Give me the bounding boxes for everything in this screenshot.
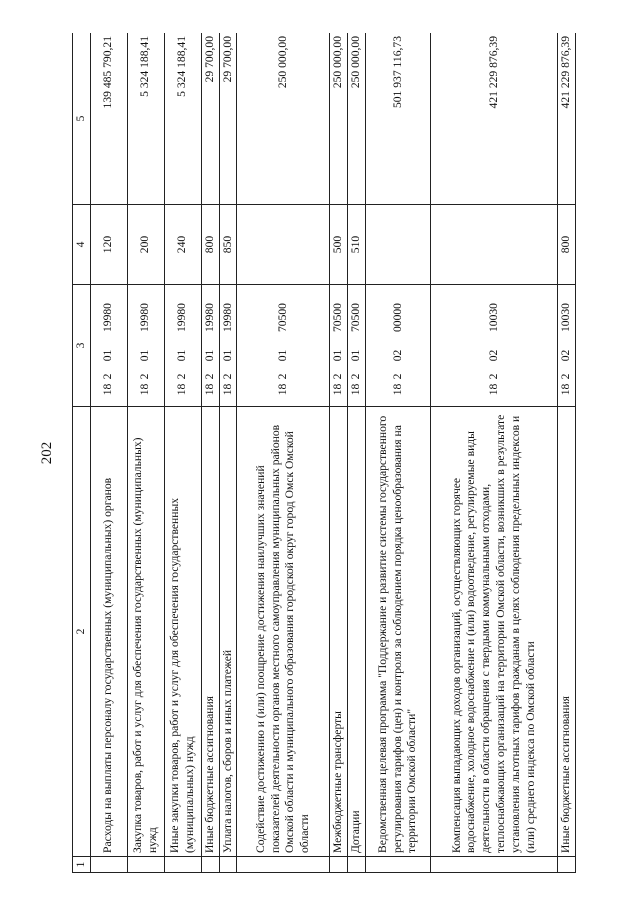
budget-code-cell <box>164 285 201 407</box>
budget-code-cell <box>431 285 558 407</box>
description-cell: Закупка товаров, работ и услуг для обеспечения государственных (муниципальных) нужд <box>127 407 164 857</box>
expense-type-cell: 240 <box>164 205 201 285</box>
row-col1-cell <box>127 857 164 873</box>
row-col1-cell <box>219 857 237 873</box>
column-header-5: 5 <box>73 33 91 205</box>
budget-code-cell <box>90 285 127 407</box>
code-part: 01 <box>101 349 115 362</box>
code-part: 18 <box>175 383 189 396</box>
table-row <box>164 33 201 873</box>
code-part: 10030 <box>486 303 500 332</box>
code-part: 19980 <box>202 303 216 332</box>
code-part: 18 <box>486 383 500 396</box>
code-part: 01 <box>220 349 234 362</box>
code-part: 01 <box>138 349 152 362</box>
code-part: 01 <box>331 349 345 362</box>
table-row <box>127 33 164 873</box>
description-cell: Межбюджетные трансферты <box>330 407 348 857</box>
code-part: 2 <box>220 373 234 380</box>
expense-type-cell: 800 <box>558 205 576 285</box>
description-cell: Содействие достижению и (или) поощрение достижения наилучших значений показателей деятельности органов местного самоуправления муниципальных районов Омской области и муниципального образования городской округ город Омск Омской области <box>237 407 330 857</box>
table-body <box>90 33 575 873</box>
amount-cell: 29 700,00 <box>219 33 237 205</box>
code-part: 18 <box>220 383 234 396</box>
amount-cell: 421 229 876,39 <box>431 33 558 205</box>
amount-cell: 421 229 876,39 <box>558 33 576 205</box>
code-part: 02 <box>486 349 500 362</box>
code-part: 18 <box>101 383 115 396</box>
column-header-4: 4 <box>73 205 91 285</box>
description-cell: Уплата налогов, сборов и иных платежей <box>219 407 237 857</box>
code-part: 70500 <box>275 303 289 332</box>
code-part: 18 <box>138 383 152 396</box>
row-col1-cell <box>164 857 201 873</box>
code-part: 01 <box>349 349 363 362</box>
code-part: 2 <box>331 373 345 380</box>
column-header-2: 2 <box>73 407 91 857</box>
table-row <box>237 33 330 873</box>
budget-code-cell <box>366 285 431 407</box>
code-part: 2 <box>486 373 500 380</box>
budget-table <box>72 33 576 873</box>
expense-type-cell: 500 <box>330 205 348 285</box>
code-part: 18 <box>390 383 404 396</box>
code-part: 00000 <box>390 303 404 332</box>
expense-type-cell: 800 <box>201 205 219 285</box>
amount-cell: 250 000,00 <box>237 33 330 205</box>
code-part: 19980 <box>175 303 189 332</box>
code-part: 2 <box>138 373 152 380</box>
description-cell: Иные бюджетные ассигнования <box>558 407 576 857</box>
budget-code-cell <box>558 285 576 407</box>
code-part: 02 <box>559 349 573 362</box>
table-row <box>431 33 558 873</box>
code-part: 2 <box>275 373 289 380</box>
table-row <box>219 33 237 873</box>
code-part: 01 <box>202 349 216 362</box>
description-cell: Компенсация выпадающих доходов организаций, осуществляющих горячее водоснабжение, холодное водоснабжение и (или) водоотведение, регулируемые виды деятельности в области обращения с твердыми коммунальными отходами, теплоснабжающих организаций на территории Омской области, возникших в результате установления льготных тарифов гражданам в целях соблюдения предельных индексов и (или) среднего индекса по Омской области <box>431 407 558 857</box>
code-part: 10030 <box>559 303 573 332</box>
amount-cell: 5 324 188,41 <box>127 33 164 205</box>
description-cell: Иные бюджетные ассигнования <box>201 407 219 857</box>
amount-cell: 250 000,00 <box>330 33 348 205</box>
amount-cell: 250 000,00 <box>348 33 366 205</box>
row-col1-cell <box>237 857 330 873</box>
table-row <box>90 33 127 873</box>
budget-code-cell <box>219 285 237 407</box>
code-part: 18 <box>202 383 216 396</box>
row-col1-cell <box>431 857 558 873</box>
budget-code-cell <box>127 285 164 407</box>
code-part: 01 <box>175 349 189 362</box>
code-part: 18 <box>331 383 345 396</box>
description-cell: Расходы на выплаты персоналу государственных (муниципальных) органов <box>90 407 127 857</box>
row-col1-cell <box>366 857 431 873</box>
expense-type-cell: 120 <box>90 205 127 285</box>
table-row <box>330 33 348 873</box>
expense-type-cell: 850 <box>219 205 237 285</box>
code-part: 2 <box>349 373 363 380</box>
code-part: 2 <box>202 373 216 380</box>
code-part: 02 <box>390 349 404 362</box>
table-row <box>201 33 219 873</box>
code-part: 18 <box>559 383 573 396</box>
description-cell: Иные закупки товаров, работ и услуг для обеспечения государственных (муниципальных) нужд <box>164 407 201 857</box>
code-part: 19980 <box>101 303 115 332</box>
amount-cell: 501 937 116,73 <box>366 33 431 205</box>
expense-type-cell <box>431 205 558 285</box>
expense-type-cell: 200 <box>127 205 164 285</box>
expense-type-cell <box>237 205 330 285</box>
expense-type-cell: 510 <box>348 205 366 285</box>
code-part: 70500 <box>331 303 345 332</box>
amount-cell: 5 324 188,41 <box>164 33 201 205</box>
code-part: 70500 <box>349 303 363 332</box>
code-part: 19980 <box>138 303 152 332</box>
amount-cell: 139 485 790,21 <box>90 33 127 205</box>
budget-code-cell <box>201 285 219 407</box>
table-row <box>366 33 431 873</box>
row-col1-cell <box>90 857 127 873</box>
budget-table-sheet <box>72 33 612 873</box>
table-row <box>348 33 366 873</box>
column-header-1: 1 <box>73 857 91 873</box>
code-part: 2 <box>175 373 189 380</box>
budget-code-cell <box>237 285 330 407</box>
code-part: 18 <box>349 383 363 396</box>
amount-cell: 29 700,00 <box>201 33 219 205</box>
table-header-row <box>73 33 91 873</box>
row-col1-cell <box>201 857 219 873</box>
code-part: 18 <box>275 383 289 396</box>
code-part: 2 <box>390 373 404 380</box>
budget-code-cell <box>330 285 348 407</box>
expense-type-cell <box>366 205 431 285</box>
description-cell: Дотации <box>348 407 366 857</box>
code-part: 2 <box>559 373 573 380</box>
page-number: 202 <box>39 441 55 465</box>
code-part: 2 <box>101 373 115 380</box>
description-cell: Ведомственная целевая программа "Поддержание и развитие системы государственного регулирования тарифов (цен) и контроля за соблюдением порядка ценообразования на территории Омской области" <box>366 407 431 857</box>
column-header-3: 3 <box>73 285 91 407</box>
code-part: 19980 <box>220 303 234 332</box>
code-part: 01 <box>275 349 289 362</box>
table-row <box>558 33 576 873</box>
budget-code-cell <box>348 285 366 407</box>
row-col1-cell <box>558 857 576 873</box>
row-col1-cell <box>348 857 366 873</box>
row-col1-cell <box>330 857 348 873</box>
